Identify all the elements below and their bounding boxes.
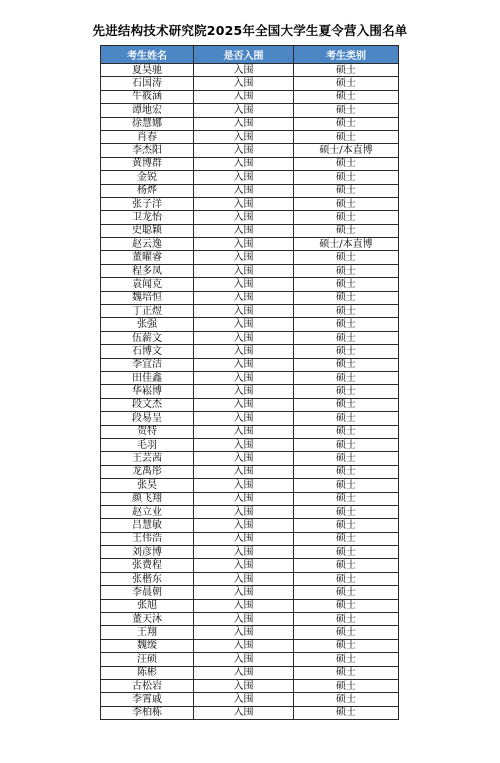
- table-row: [101, 305, 399, 318]
- cell-admitted: 入围: [194, 331, 294, 344]
- cell-category: 硕士: [294, 693, 399, 706]
- cell-category: 硕士: [294, 90, 399, 103]
- table-row: [101, 278, 399, 291]
- cell-admitted: 入围: [194, 519, 294, 532]
- cell-student-name: 李霄戚: [101, 693, 194, 706]
- cell-admitted: 入围: [194, 345, 294, 358]
- cell-admitted: 入围: [194, 465, 294, 478]
- table-body: [101, 64, 399, 720]
- cell-student-name: 李杰阳: [101, 144, 194, 157]
- cell-category: 硕士: [294, 64, 399, 77]
- cell-admitted: 入围: [194, 599, 294, 612]
- table-row: [101, 559, 399, 572]
- cell-student-name: 石博文: [101, 345, 194, 358]
- cell-admitted: 入围: [194, 264, 294, 277]
- cell-category: 硕士: [294, 492, 399, 505]
- cell-admitted: 入围: [194, 479, 294, 492]
- table-row: [101, 331, 399, 344]
- table-row: [101, 104, 399, 117]
- table-row: [101, 157, 399, 170]
- table-row: [101, 479, 399, 492]
- table-row: [101, 358, 399, 371]
- cell-student-name: 张旭: [101, 599, 194, 612]
- cell-admitted: 入围: [194, 532, 294, 545]
- cell-category: 硕士: [294, 331, 399, 344]
- cell-admitted: 入围: [194, 505, 294, 518]
- table-row: [101, 224, 399, 237]
- cell-admitted: 入围: [194, 572, 294, 585]
- table-row: [101, 130, 399, 143]
- cell-student-name: 刘彦博: [101, 546, 194, 559]
- cell-category: 硕士: [294, 519, 399, 532]
- cell-admitted: 入围: [194, 398, 294, 411]
- cell-category: 硕士: [294, 224, 399, 237]
- cell-category: 硕士: [294, 479, 399, 492]
- cell-admitted: 入围: [194, 211, 294, 224]
- table-row: [101, 653, 399, 666]
- cell-student-name: 张费程: [101, 559, 194, 572]
- cell-admitted: 入围: [194, 104, 294, 117]
- cell-student-name: 谭地宏: [101, 104, 194, 117]
- table-row: [101, 425, 399, 438]
- cell-category: 硕士: [294, 425, 399, 438]
- cell-category: 硕士: [294, 532, 399, 545]
- table-row: [101, 532, 399, 545]
- cell-student-name: 魏培恒: [101, 291, 194, 304]
- cell-admitted: 入围: [194, 639, 294, 652]
- table-row: [101, 238, 399, 251]
- cell-admitted: 入围: [194, 144, 294, 157]
- cell-admitted: 入围: [194, 653, 294, 666]
- cell-student-name: 王伟浩: [101, 532, 194, 545]
- table-row: [101, 264, 399, 277]
- cell-student-name: 吕慧敏: [101, 519, 194, 532]
- cell-category: 硕士: [294, 572, 399, 585]
- cell-admitted: 入围: [194, 626, 294, 639]
- table-row: [101, 465, 399, 478]
- table-row: [101, 693, 399, 706]
- cell-admitted: 入围: [194, 438, 294, 451]
- table-row: [101, 546, 399, 559]
- cell-admitted: 入围: [194, 706, 294, 719]
- cell-category: 硕士: [294, 104, 399, 117]
- cell-admitted: 入围: [194, 291, 294, 304]
- cell-admitted: 入围: [194, 358, 294, 371]
- cell-admitted: 入围: [194, 425, 294, 438]
- cell-admitted: 入围: [194, 452, 294, 465]
- table-row: [101, 211, 399, 224]
- table-row: [101, 197, 399, 210]
- table-row: [101, 492, 399, 505]
- cell-category: 硕士: [294, 264, 399, 277]
- cell-category: 硕士: [294, 559, 399, 572]
- table-row: [101, 599, 399, 612]
- table-row: [101, 412, 399, 425]
- cell-category: 硕士: [294, 77, 399, 90]
- cell-category: 硕士: [294, 653, 399, 666]
- cell-admitted: 入围: [194, 492, 294, 505]
- cell-student-name: 段易呈: [101, 412, 194, 425]
- cell-category: 硕士: [294, 586, 399, 599]
- cell-category: 硕士: [294, 117, 399, 130]
- cell-student-name: 李晨朝: [101, 586, 194, 599]
- cell-category: 硕士: [294, 385, 399, 398]
- table-header: [101, 46, 399, 64]
- cell-admitted: 入围: [194, 371, 294, 384]
- cell-admitted: 入围: [194, 77, 294, 90]
- cell-student-name: 肖春: [101, 130, 194, 143]
- cell-admitted: 入围: [194, 546, 294, 559]
- cell-student-name: 龙禹彤: [101, 465, 194, 478]
- cell-category: 硕士: [294, 345, 399, 358]
- cell-admitted: 入围: [194, 184, 294, 197]
- cell-student-name: 赵云逸: [101, 238, 194, 251]
- cell-category: 硕士: [294, 706, 399, 719]
- table-row: [101, 385, 399, 398]
- cell-student-name: 石国涛: [101, 77, 194, 90]
- cell-student-name: 董天沐: [101, 613, 194, 626]
- cell-student-name: 贺特: [101, 425, 194, 438]
- cell-admitted: 入围: [194, 412, 294, 425]
- cell-student-name: 夏昊驰: [101, 64, 194, 77]
- cell-student-name: 魏缓: [101, 639, 194, 652]
- cell-category: 硕士: [294, 626, 399, 639]
- cell-admitted: 入围: [194, 305, 294, 318]
- column-header-name: 考生姓名: [101, 46, 194, 64]
- cell-admitted: 入围: [194, 90, 294, 103]
- cell-student-name: 李宜洁: [101, 358, 194, 371]
- column-header-category: 考生类别: [294, 46, 399, 64]
- cell-admitted: 入围: [194, 693, 294, 706]
- cell-category: 硕士: [294, 184, 399, 197]
- cell-admitted: 入围: [194, 318, 294, 331]
- cell-student-name: 袁闻克: [101, 278, 194, 291]
- table-row: [101, 519, 399, 532]
- cell-student-name: 徐慧娜: [101, 117, 194, 130]
- cell-student-name: 史聪颖: [101, 224, 194, 237]
- cell-category: 硕士: [294, 679, 399, 692]
- table-row: [101, 452, 399, 465]
- table-row: [101, 505, 399, 518]
- table-row: [101, 251, 399, 264]
- cell-admitted: 入围: [194, 130, 294, 143]
- cell-category: 硕士: [294, 666, 399, 679]
- cell-category: 硕士: [294, 197, 399, 210]
- table-row: [101, 90, 399, 103]
- table-row: [101, 291, 399, 304]
- cell-category: 硕士: [294, 398, 399, 411]
- table-row: [101, 77, 399, 90]
- cell-category: 硕士: [294, 305, 399, 318]
- cell-category: 硕士: [294, 171, 399, 184]
- cell-student-name: 王翔: [101, 626, 194, 639]
- header-row: [101, 46, 399, 64]
- cell-student-name: 王芸茜: [101, 452, 194, 465]
- table-row: [101, 345, 399, 358]
- cell-student-name: 伍薪文: [101, 331, 194, 344]
- table-row: [101, 572, 399, 585]
- cell-category: 硕士: [294, 278, 399, 291]
- cell-student-name: 张楷东: [101, 572, 194, 585]
- table-row: [101, 318, 399, 331]
- table-row: [101, 626, 399, 639]
- cell-admitted: 入围: [194, 666, 294, 679]
- column-header-admitted: 是否入围: [194, 46, 294, 64]
- cell-admitted: 入围: [194, 117, 294, 130]
- cell-student-name: 李柏栋: [101, 706, 194, 719]
- cell-category: 硕士: [294, 452, 399, 465]
- cell-category: 硕士: [294, 358, 399, 371]
- cell-admitted: 入围: [194, 197, 294, 210]
- cell-category: 硕士: [294, 465, 399, 478]
- cell-student-name: 汪硕: [101, 653, 194, 666]
- table-row: [101, 171, 399, 184]
- cell-admitted: 入围: [194, 64, 294, 77]
- cell-category: 硕士: [294, 130, 399, 143]
- cell-category: 硕士: [294, 639, 399, 652]
- cell-student-name: 段文杰: [101, 398, 194, 411]
- cell-student-name: 张强: [101, 318, 194, 331]
- table-row: [101, 117, 399, 130]
- cell-student-name: 古松岩: [101, 679, 194, 692]
- table-row: [101, 666, 399, 679]
- cell-admitted: 入围: [194, 238, 294, 251]
- table-row: [101, 64, 399, 77]
- cell-category: 硕士: [294, 599, 399, 612]
- table-row: [101, 679, 399, 692]
- cell-category: 硕士: [294, 291, 399, 304]
- table-row: [101, 184, 399, 197]
- cell-student-name: 杨烨: [101, 184, 194, 197]
- cell-admitted: 入围: [194, 224, 294, 237]
- cell-student-name: 田佳鑫: [101, 371, 194, 384]
- table-row: [101, 144, 399, 157]
- cell-category: 硕士/本直博: [294, 238, 399, 251]
- cell-admitted: 入围: [194, 586, 294, 599]
- cell-student-name: 张子洋: [101, 197, 194, 210]
- cell-category: 硕士: [294, 211, 399, 224]
- table-row: [101, 371, 399, 384]
- cell-student-name: 黄博群: [101, 157, 194, 170]
- table-row: [101, 613, 399, 626]
- cell-student-name: 华崧博: [101, 385, 194, 398]
- cell-student-name: 董曜睿: [101, 251, 194, 264]
- cell-category: 硕士: [294, 157, 399, 170]
- cell-student-name: 赵立业: [101, 505, 194, 518]
- admission-table: [100, 45, 399, 720]
- cell-category: 硕士: [294, 505, 399, 518]
- cell-student-name: 程多凤: [101, 264, 194, 277]
- cell-category: 硕士: [294, 438, 399, 451]
- cell-admitted: 入围: [194, 559, 294, 572]
- cell-category: 硕士: [294, 613, 399, 626]
- cell-student-name: 牛筱涵: [101, 90, 194, 103]
- table-row: [101, 639, 399, 652]
- cell-admitted: 入围: [194, 385, 294, 398]
- cell-category: 硕士: [294, 251, 399, 264]
- cell-student-name: 丁正煜: [101, 305, 194, 318]
- cell-student-name: 毛羽: [101, 438, 194, 451]
- cell-category: 硕士: [294, 412, 399, 425]
- cell-student-name: 卫龙怡: [101, 211, 194, 224]
- cell-category: 硕士/本直博: [294, 144, 399, 157]
- document-title: 先进结构技术研究院2025年全国大学生夏令营入围名单: [92, 23, 408, 38]
- cell-admitted: 入围: [194, 157, 294, 170]
- cell-admitted: 入围: [194, 171, 294, 184]
- table-row: [101, 706, 399, 719]
- table-row: [101, 586, 399, 599]
- cell-student-name: 张昊: [101, 479, 194, 492]
- cell-student-name: 颜飞翔: [101, 492, 194, 505]
- cell-student-name: 金锐: [101, 171, 194, 184]
- cell-student-name: 陈彬: [101, 666, 194, 679]
- cell-admitted: 入围: [194, 278, 294, 291]
- cell-category: 硕士: [294, 318, 399, 331]
- cell-admitted: 入围: [194, 679, 294, 692]
- table-row: [101, 398, 399, 411]
- table-row: [101, 438, 399, 451]
- cell-category: 硕士: [294, 371, 399, 384]
- cell-admitted: 入围: [194, 613, 294, 626]
- cell-category: 硕士: [294, 546, 399, 559]
- cell-admitted: 入围: [194, 251, 294, 264]
